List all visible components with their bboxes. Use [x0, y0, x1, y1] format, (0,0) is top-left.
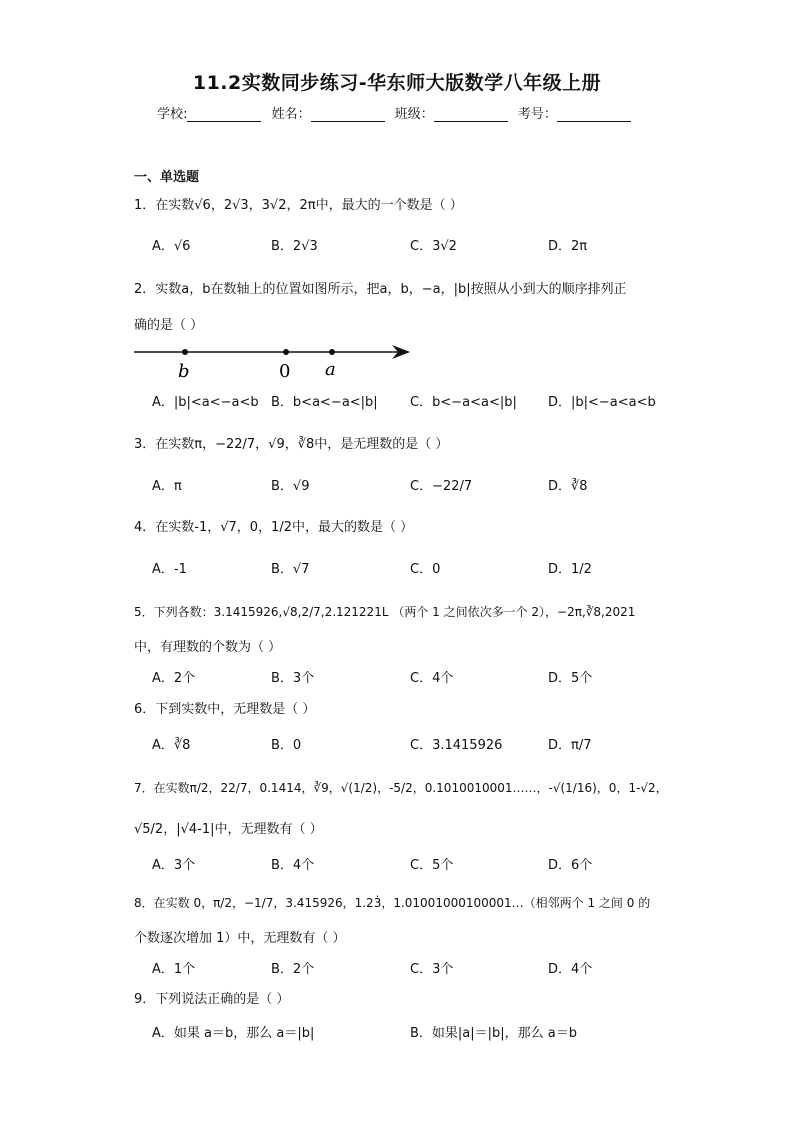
question-5-line-1: 5．下列各数：3.1415926,√8,2/7,2.121221L （两个 1 之间依次多一个 2），−2π,∛8,2021: [134, 605, 636, 619]
question-2-line-2: 确的是（ ）: [134, 318, 204, 333]
question-7-line-1: 7．在实数π/2，22/7，0.1414，∛9，√(1/2)，-5/2，0.1010010001……，-√(1/16)，0，1-√2，: [134, 781, 668, 795]
question-3: 3．在实数π，−22/7，√9，∛8中，是无理数的是（ ）: [134, 437, 449, 452]
q5-option-c: C．4个: [410, 671, 454, 686]
section-heading: 一、单选题: [134, 170, 200, 185]
q7-option-b: B．4个: [271, 858, 315, 873]
q2-option-a: A．|b|<a<−a<b: [152, 395, 259, 410]
class-blank: [434, 109, 508, 122]
class-label: 班级：: [394, 107, 434, 122]
exam-no-blank: [557, 109, 631, 122]
q3-option-c: C．−22/7: [410, 479, 473, 494]
q2-option-d: D．|b|<−a<a<b: [548, 395, 656, 410]
q8-option-a: A．1个: [152, 962, 196, 977]
q7-option-d: D．6个: [548, 858, 593, 873]
label-b: b: [178, 361, 190, 382]
q6-option-c: C．3.1415926: [410, 738, 503, 753]
q6-option-b: B．0: [271, 738, 302, 753]
q6-option-a: A．∛8: [152, 738, 191, 753]
school-blank: [187, 109, 261, 122]
point-b: [182, 349, 188, 355]
q1-option-c: C．3√2: [410, 239, 457, 254]
q5-option-d: D．5个: [548, 671, 593, 686]
number-line-diagram: [130, 340, 420, 385]
page-title: 11.2实数同步练习-华东师大版数学八年级上册: [192, 72, 602, 94]
q5-option-b: B．3个: [271, 671, 315, 686]
exam-no-label: 考号：: [517, 107, 557, 122]
label-a: a: [325, 359, 336, 380]
q3-option-d: D．∛8: [548, 479, 588, 494]
q4-option-c: C．0: [410, 562, 441, 577]
q4-option-d: D．1/2: [548, 562, 592, 577]
name-label: 姓名：: [271, 107, 311, 122]
point-zero: [283, 349, 289, 355]
q1-option-d: D．2π: [548, 239, 588, 254]
question-5-line-2: 中，有理数的个数为（ ）: [134, 640, 282, 655]
school-label: 学校:: [157, 107, 188, 122]
question-9: 9．下列说法正确的是（ ）: [134, 992, 290, 1007]
q2-option-c: C．b<−a<a<|b|: [410, 395, 517, 410]
label-zero: 0: [279, 361, 291, 382]
student-info-line: [0, 103, 794, 122]
q1-option-b: B．2√3: [271, 239, 318, 254]
question-4: 4．在实数-1，√7，0，1/2中，最大的数是（ ）: [134, 520, 414, 535]
question-7-line-2: √5/2，|√4-1|中，无理数有（ ）: [134, 822, 323, 837]
q6-option-d: D．π/7: [548, 738, 592, 753]
question-8-line-1: 8．在实数 0，π/2，−1/7，3.415926，1.23̇，1.01001000100001…（相邻两个 1 之间 0 的: [134, 896, 651, 910]
q3-option-b: B．√9: [271, 479, 310, 494]
q8-option-b: B．2个: [271, 962, 315, 977]
q5-option-a: A．2个: [152, 671, 196, 686]
question-2-line-1: 2．实数a，b在数轴上的位置如图所示，把a，b，−a，|b|按照从小到大的顺序排列正: [134, 282, 627, 297]
point-a: [329, 349, 335, 355]
q2-option-b: B．b<a<−a<|b|: [271, 395, 378, 410]
question-1: 1．在实数√6，2√3，3√2，2π中，最大的一个数是（ ）: [134, 198, 463, 213]
q7-option-a: A．3个: [152, 858, 196, 873]
q4-option-a: A．-1: [152, 562, 187, 577]
q1-option-a: A．√6: [152, 239, 191, 254]
q8-option-d: D．4个: [548, 962, 593, 977]
question-6: 6．下到实数中，无理数是（ ）: [134, 702, 316, 717]
question-8-line-2: 个数逐次增加 1）中，无理数有（ ）: [134, 931, 346, 946]
q8-option-c: C．3个: [410, 962, 454, 977]
q9-option-b: B．如果|a|＝|b|，那么 a＝b: [410, 1026, 578, 1041]
q9-option-a: A．如果 a＝b，那么 a＝|b|: [152, 1026, 315, 1041]
q4-option-b: B．√7: [271, 562, 310, 577]
q7-option-c: C．5个: [410, 858, 454, 873]
q3-option-a: A．π: [152, 479, 182, 494]
name-blank: [311, 109, 385, 122]
